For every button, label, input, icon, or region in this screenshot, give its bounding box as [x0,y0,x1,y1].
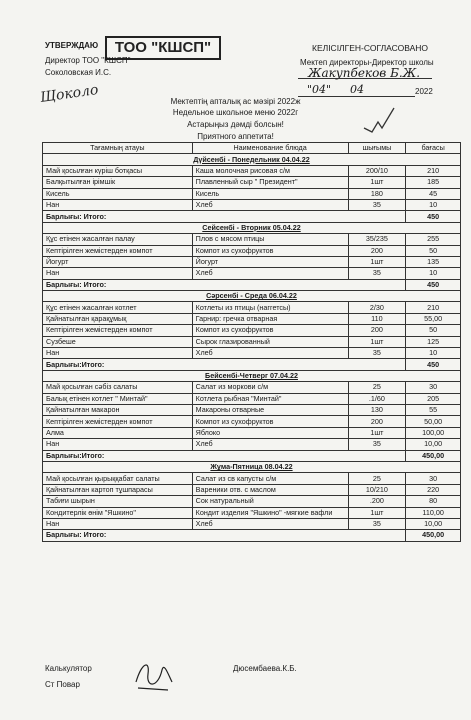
menu-item-row [43,348,461,359]
dish-name-ru: Котлеты из птицы (наггетсы) [192,302,348,313]
menu-item-row [43,177,461,188]
price-value: 80 [406,496,461,507]
calculator-name: Дюсембаева.К.Б. [233,664,297,673]
total-label: Барлығы: Итого: [43,279,406,290]
menu-item-row [43,484,461,495]
portion-value: 35 [348,268,406,279]
dish-name-kz: Нан [43,199,193,210]
price-value: 50,00 [406,416,461,427]
price-value: 30 [406,473,461,484]
column-ru-name: Наименование блюда [192,143,348,154]
dish-name-kz: Қайнатылған картоп тұшпарасы [43,484,193,495]
menu-item-row [43,234,461,245]
dish-name-kz: Алма [43,427,193,438]
dish-name-ru: Компот из сухофруктов [192,245,348,256]
price-value: 55 [406,404,461,415]
menu-item-row [43,507,461,518]
dish-name-kz: Құс етінен жасалған палау [43,234,193,245]
dish-name-ru: Компот из сухофруктов [192,325,348,336]
dish-name-ru: Яблоко [192,427,348,438]
total-row [43,450,461,461]
price-value: 10 [406,199,461,210]
column-portion: шығымы [348,143,406,154]
portion-value: 130 [348,404,406,415]
total-value: 450 [406,211,461,222]
portion-value: 200 [348,325,406,336]
portion-value: 180 [348,188,406,199]
menu-item-row [43,256,461,267]
portion-value: 1шт [348,256,406,267]
dish-name-ru: Хлеб [192,439,348,450]
price-value: 185 [406,177,461,188]
menu-item-row [43,165,461,176]
day-header-row [43,154,461,165]
price-value: 205 [406,393,461,404]
menu-item-row [43,336,461,347]
dish-name-kz: Нан [43,518,193,529]
total-row [43,279,461,290]
dish-name-kz: Нан [43,348,193,359]
dish-name-ru: Кондит изделия "Яшкино" -мягкие вафли [192,507,348,518]
total-value: 450 [406,359,461,370]
total-row [43,359,461,370]
dish-name-kz: Нан [43,439,193,450]
day-title: Бейсенбі-Четверг 07.04.22 [43,370,461,381]
total-row [43,530,461,541]
total-label: Барлығы:Итого: [43,359,406,370]
portion-value: 35 [348,199,406,210]
price-value: 210 [406,165,461,176]
portion-value: 1шт [348,336,406,347]
dish-name-ru: Салат из моркови с/м [192,382,348,393]
portion-value: 25 [348,473,406,484]
total-label: Барлығы: Итого: [43,530,406,541]
portion-value: 110 [348,313,406,324]
portion-value: .1/60 [348,393,406,404]
day-title: Жұма-Пятница 08.04.22 [43,461,461,472]
dish-name-kz: Май қосылған күріш ботқасы [43,165,193,176]
portion-value: 25 [348,382,406,393]
dish-name-ru: Плов с мясом птицы [192,234,348,245]
total-value: 450 [406,279,461,290]
date-year: 2022 [415,87,433,96]
company-stamp: ТОО "КШСП" [105,36,221,60]
portion-value: 1шт [348,177,406,188]
portion-value: 35 [348,518,406,529]
portion-value: 200/10 [348,165,406,176]
portion-value: 1шт [348,427,406,438]
total-value: 450,00 [406,450,461,461]
menu-item-row [43,518,461,529]
menu-item-row [43,496,461,507]
price-value: 135 [406,256,461,267]
menu-item-row [43,199,461,210]
price-value: 10,00 [406,518,461,529]
portion-value: 35/235 [348,234,406,245]
dish-name-ru: Макароны отварные [192,404,348,415]
price-value: 50 [406,245,461,256]
total-label: Барлығы: Итого: [43,211,406,222]
portion-value: 200 [348,416,406,427]
day-title: Сәрсенбі - Среда 06.04.22 [43,291,461,302]
director-signature-left: Щоколо [39,82,100,106]
menu-item-row [43,325,461,336]
day-header-row [43,291,461,302]
date-month: 04 [350,83,364,96]
dish-name-ru: Вареники отв. с маслом [192,484,348,495]
portion-value: 35 [348,439,406,450]
menu-table [42,142,461,542]
date-day: "04" [307,83,332,96]
price-value: 10 [406,268,461,279]
dish-name-kz: Кептірілген жемістерден компот [43,416,193,427]
dish-name-kz: Құс етінен жасалған котлет [43,302,193,313]
approved-label: УТВЕРЖДАЮ [45,41,99,50]
day-header-row [43,222,461,233]
portion-value: 2/30 [348,302,406,313]
dish-name-ru: Хлеб [192,348,348,359]
portion-value: .200 [348,496,406,507]
price-value: 100,00 [406,427,461,438]
dish-name-ru: Сок натуральный [192,496,348,507]
dish-name-kz: Кептірілген жемістерден компот [43,325,193,336]
dish-name-kz: Кептірілген жемістерден компот [43,245,193,256]
dish-name-ru: Сырок глазированный [192,336,348,347]
price-value: 10,00 [406,439,461,450]
menu-title-ru: Недельное школьное меню 2022г [172,108,299,117]
dish-name-kz: Йогурт [43,256,193,267]
menu-item-row [43,188,461,199]
column-kz-name: Тағамның атауы [43,143,193,154]
price-value: 125 [406,336,461,347]
dish-name-ru: Хлеб [192,518,348,529]
menu-item-row [43,427,461,438]
director-line-left: Директор ТОО "КШСП" [45,56,131,65]
price-value: 110,00 [406,507,461,518]
menu-item-row [43,393,461,404]
director-name-right: Жакупбеков Б.Ж. [308,66,421,80]
dish-name-kz: Қайнатылған макарон [43,404,193,415]
wish-ru: Приятного аппетита! [197,132,274,141]
column-header-row [43,143,461,154]
director-name-left: Соколовская И.С. [45,68,112,77]
price-value: 210 [406,302,461,313]
director-line-right: Мектеп директоры-Директор школы [300,58,434,67]
dish-name-ru: Хлеб [192,268,348,279]
dish-name-kz: Май қосылған сәбіз салаты [43,382,193,393]
price-value: 50 [406,325,461,336]
wish-kz: Астарыңыз дәмді болсын! [187,120,284,129]
menu-item-row [43,313,461,324]
cook-signature-icon [128,652,178,698]
dish-name-kz: Кондитерлік өнім "Яшкино" [43,507,193,518]
dish-name-kz: Нан [43,268,193,279]
total-value: 450,00 [406,530,461,541]
agreed-label: КЕЛІСІЛГЕН-СОГЛАСОВАНО [312,43,428,53]
menu-item-row [43,245,461,256]
dish-name-kz: Май қосылған қырыққабат салаты [43,473,193,484]
menu-item-row [43,473,461,484]
menu-item-row [43,439,461,450]
column-price: бағасы [406,143,461,154]
dish-name-ru: Йогурт [192,256,348,267]
price-value: 255 [406,234,461,245]
total-row [43,211,461,222]
price-value: 220 [406,484,461,495]
dish-name-kz: Табиғи шырын [43,496,193,507]
dish-name-ru: Плавленный сыр " Президент" [192,177,348,188]
dish-name-kz: Кисель [43,188,193,199]
dish-name-ru: Гарнир: гречка отварная [192,313,348,324]
price-value: 45 [406,188,461,199]
dish-name-kz: Қайнатылған қарақұмық [43,313,193,324]
dish-name-ru: Каша молочная рисовая с/м [192,165,348,176]
day-header-row [43,461,461,472]
price-value: 30 [406,382,461,393]
dish-name-kz: Балық етінен котлет " Минтай" [43,393,193,404]
day-header-row [43,370,461,381]
dish-name-ru: Хлеб [192,199,348,210]
day-title: Дүйсенбі - Понедельник 04.04.22 [43,154,461,165]
menu-item-row [43,382,461,393]
portion-value: 200 [348,245,406,256]
menu-item-row [43,416,461,427]
dish-name-ru: Салат из св капусты с/м [192,473,348,484]
total-label: Барлығы:Итого: [43,450,406,461]
dish-name-kz: Сузбеше [43,336,193,347]
menu-item-row [43,268,461,279]
portion-value: 10/210 [348,484,406,495]
menu-item-row [43,404,461,415]
menu-title-kz: Мектептің апталық ас мәзірі 2022ж [170,97,301,106]
cook-label: Ст Повар [45,680,80,689]
price-value: 10 [406,348,461,359]
dish-name-ru: Кисель [192,188,348,199]
dish-name-ru: Компот из сухофруктов [192,416,348,427]
price-value: 55,00 [406,313,461,324]
dish-name-ru: Котлета рыбная "Минтай" [192,393,348,404]
menu-item-row [43,302,461,313]
portion-value: 1шт [348,507,406,518]
dish-name-kz: Балқытылған ірімшік [43,177,193,188]
portion-value: 35 [348,348,406,359]
calculator-label: Калькулятор [45,664,92,673]
name-underline [298,78,432,79]
day-title: Сейсенбі - Вторник 05.04.22 [43,222,461,233]
